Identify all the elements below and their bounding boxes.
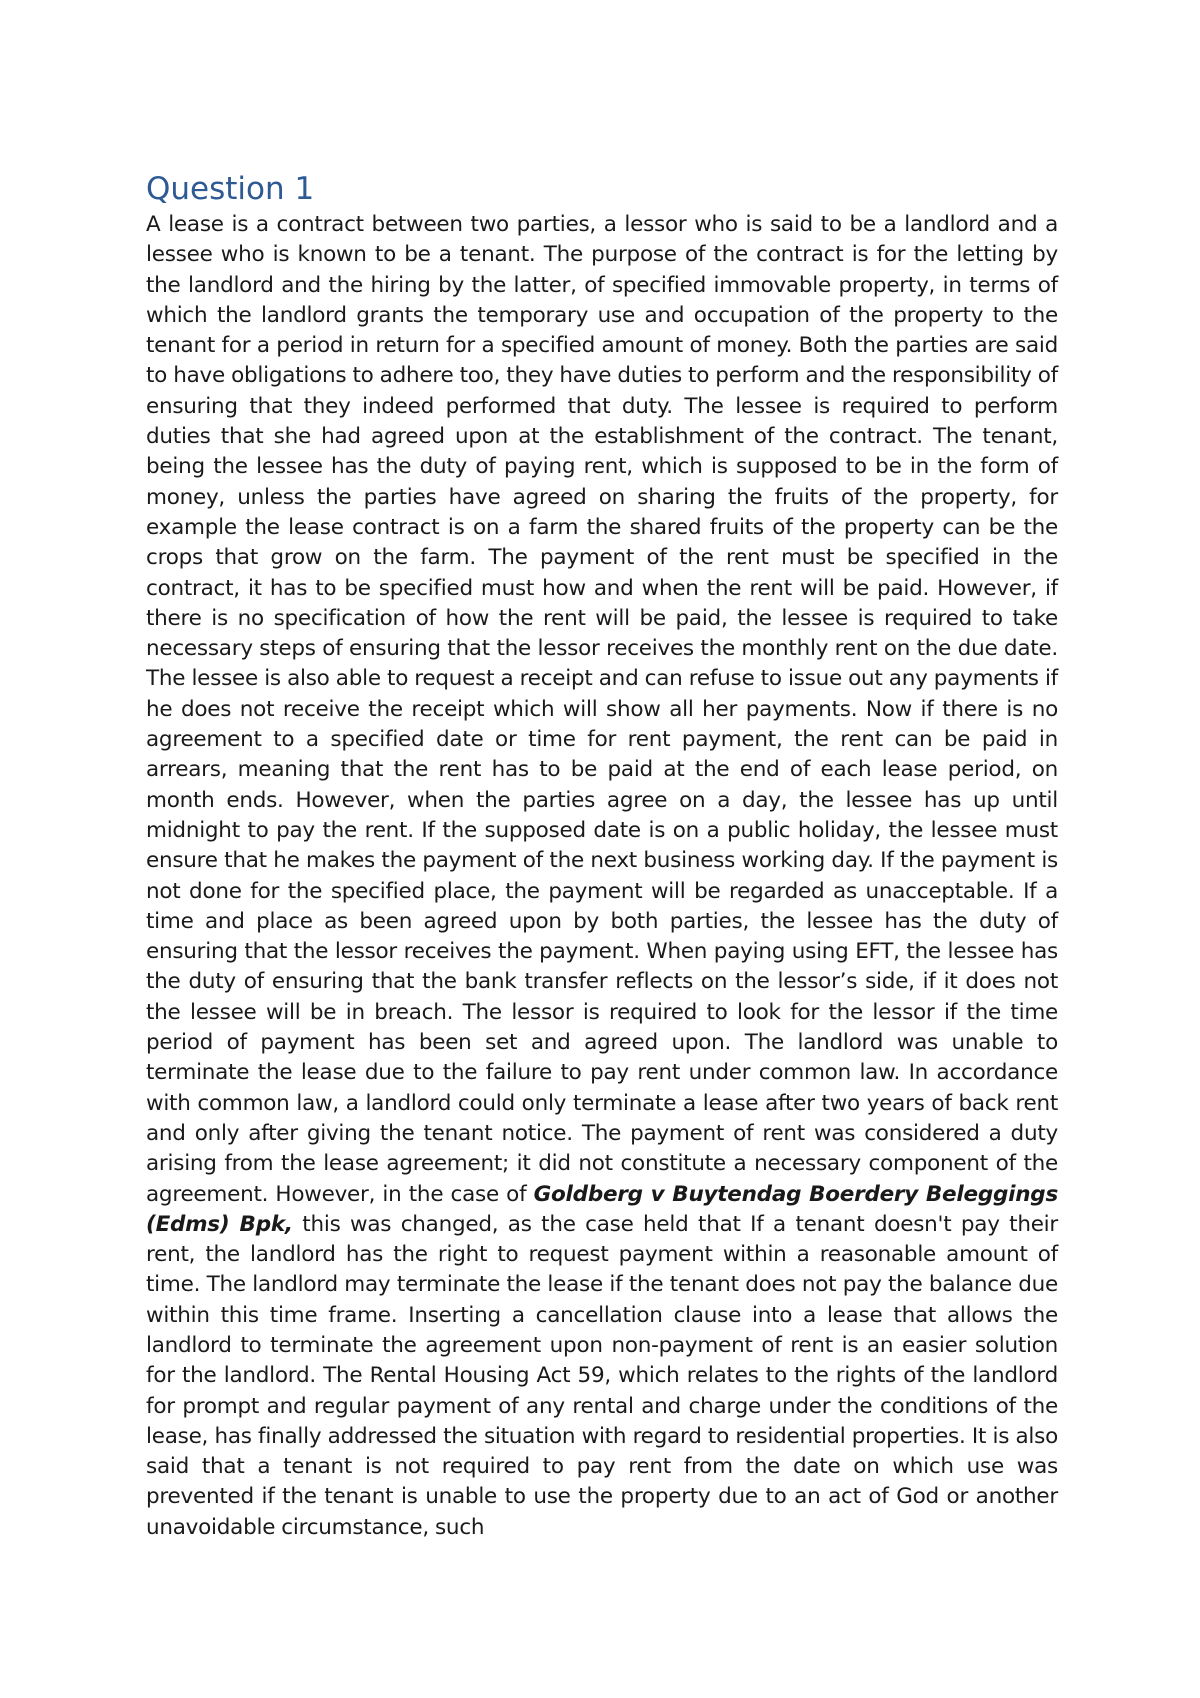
- paragraph-text-part2: this was changed, as the case held that If a tenant doesn't pay their rent, the landlord has the right to request payment within a reasonable amount of time. The landlord may terminate the lease if the tenant does not pay the balance due within this time frame. Inserting a cancellation clause into a lease that allows the landlord to terminate the agreement upon non-payment of rent is an easier solution for the landlord. The Rental Housing Act 59, which relates to the rights of the landlord for prompt and regular payment of any rental and charge under the conditions of the lease, has finally addressed the situation with regard to residential properties. It is also said that a tenant is not required to pay rent from the date on which use was prevented if the tenant is unable to use the property due to an act of God or another unavoidable circumstance, such: [146, 1211, 1058, 1540]
- document-content: [146, 168, 1058, 1543]
- case-citation: Goldberg v Buytendag Boerdery Beleggings (Edms) Bpk,: [146, 1181, 1058, 1237]
- answer-paragraph: [146, 210, 1058, 1543]
- question-heading: Question 1: [146, 171, 315, 207]
- paragraph-text-part1: A lease is a contract between two parties, a lessor who is said to be a landlord and a lessee who is known to be a tenant. The purpose of the contract is for the letting by the landlord and the hiring by the latter, of specified immovable property, in terms of which the landlord grants the temporary use and occupation of the property to the tenant for a period in return for a specified amount of money. Both the parties are said to have obligations to adhere too, they have duties to perform and the responsibility of ensuring that they indeed performed that duty. The lessee is required to perform duties that she had agreed upon at the establishment of the contract. The tenant, being the lessee has the duty of paying rent, which is supposed to be in the form of money, unless the parties have agreed on sharing the fruits of the property, for example the lease contract is on a farm the shared fruits of the property can be the crops that grow on the farm. The payment of the rent must be specified in the contract, it has to be specified must how and when the rent will be paid. However, if there is no specification of how the rent will be paid, the lessee is required to take necessary steps of ensuring that the lessor receives the monthly rent on the due date. The lessee is also able to request a receipt and can refuse to issue out any payments if he does not receive the receipt which will show all her payments. Now if there is no agreement to a specified date or time for rent payment, the rent can be paid in arrears, meaning that the rent has to be paid at the end of each lease period, on month ends. However, when the parties agree on a day, the lessee has up until midnight to pay the rent. If the supposed date is on a public holiday, the lessee must ensure that he makes the payment of the next business working day. If the payment is not done for the specified place, the payment will be regarded as unacceptable. If a time and place as been agreed upon by both parties, the lessee has the duty of ensuring that the lessor receives the payment. When paying using EFT, the lessee has the duty of ensuring that the bank transfer reflects on the lessor’s side, if it does not the lessee will be in breach. The lessor is required to look for the lessor if the time period of payment has been set and agreed upon. The landlord was unable to terminate the lease due to the failure to pay rent under common law. In accordance with common law, a landlord could only terminate a lease after two years of back rent and only after giving the tenant notice. The payment of rent was considered a duty arising from the lease agreement; it did not constitute a necessary component of the agreement. However, in the case of: [146, 212, 1058, 1207]
